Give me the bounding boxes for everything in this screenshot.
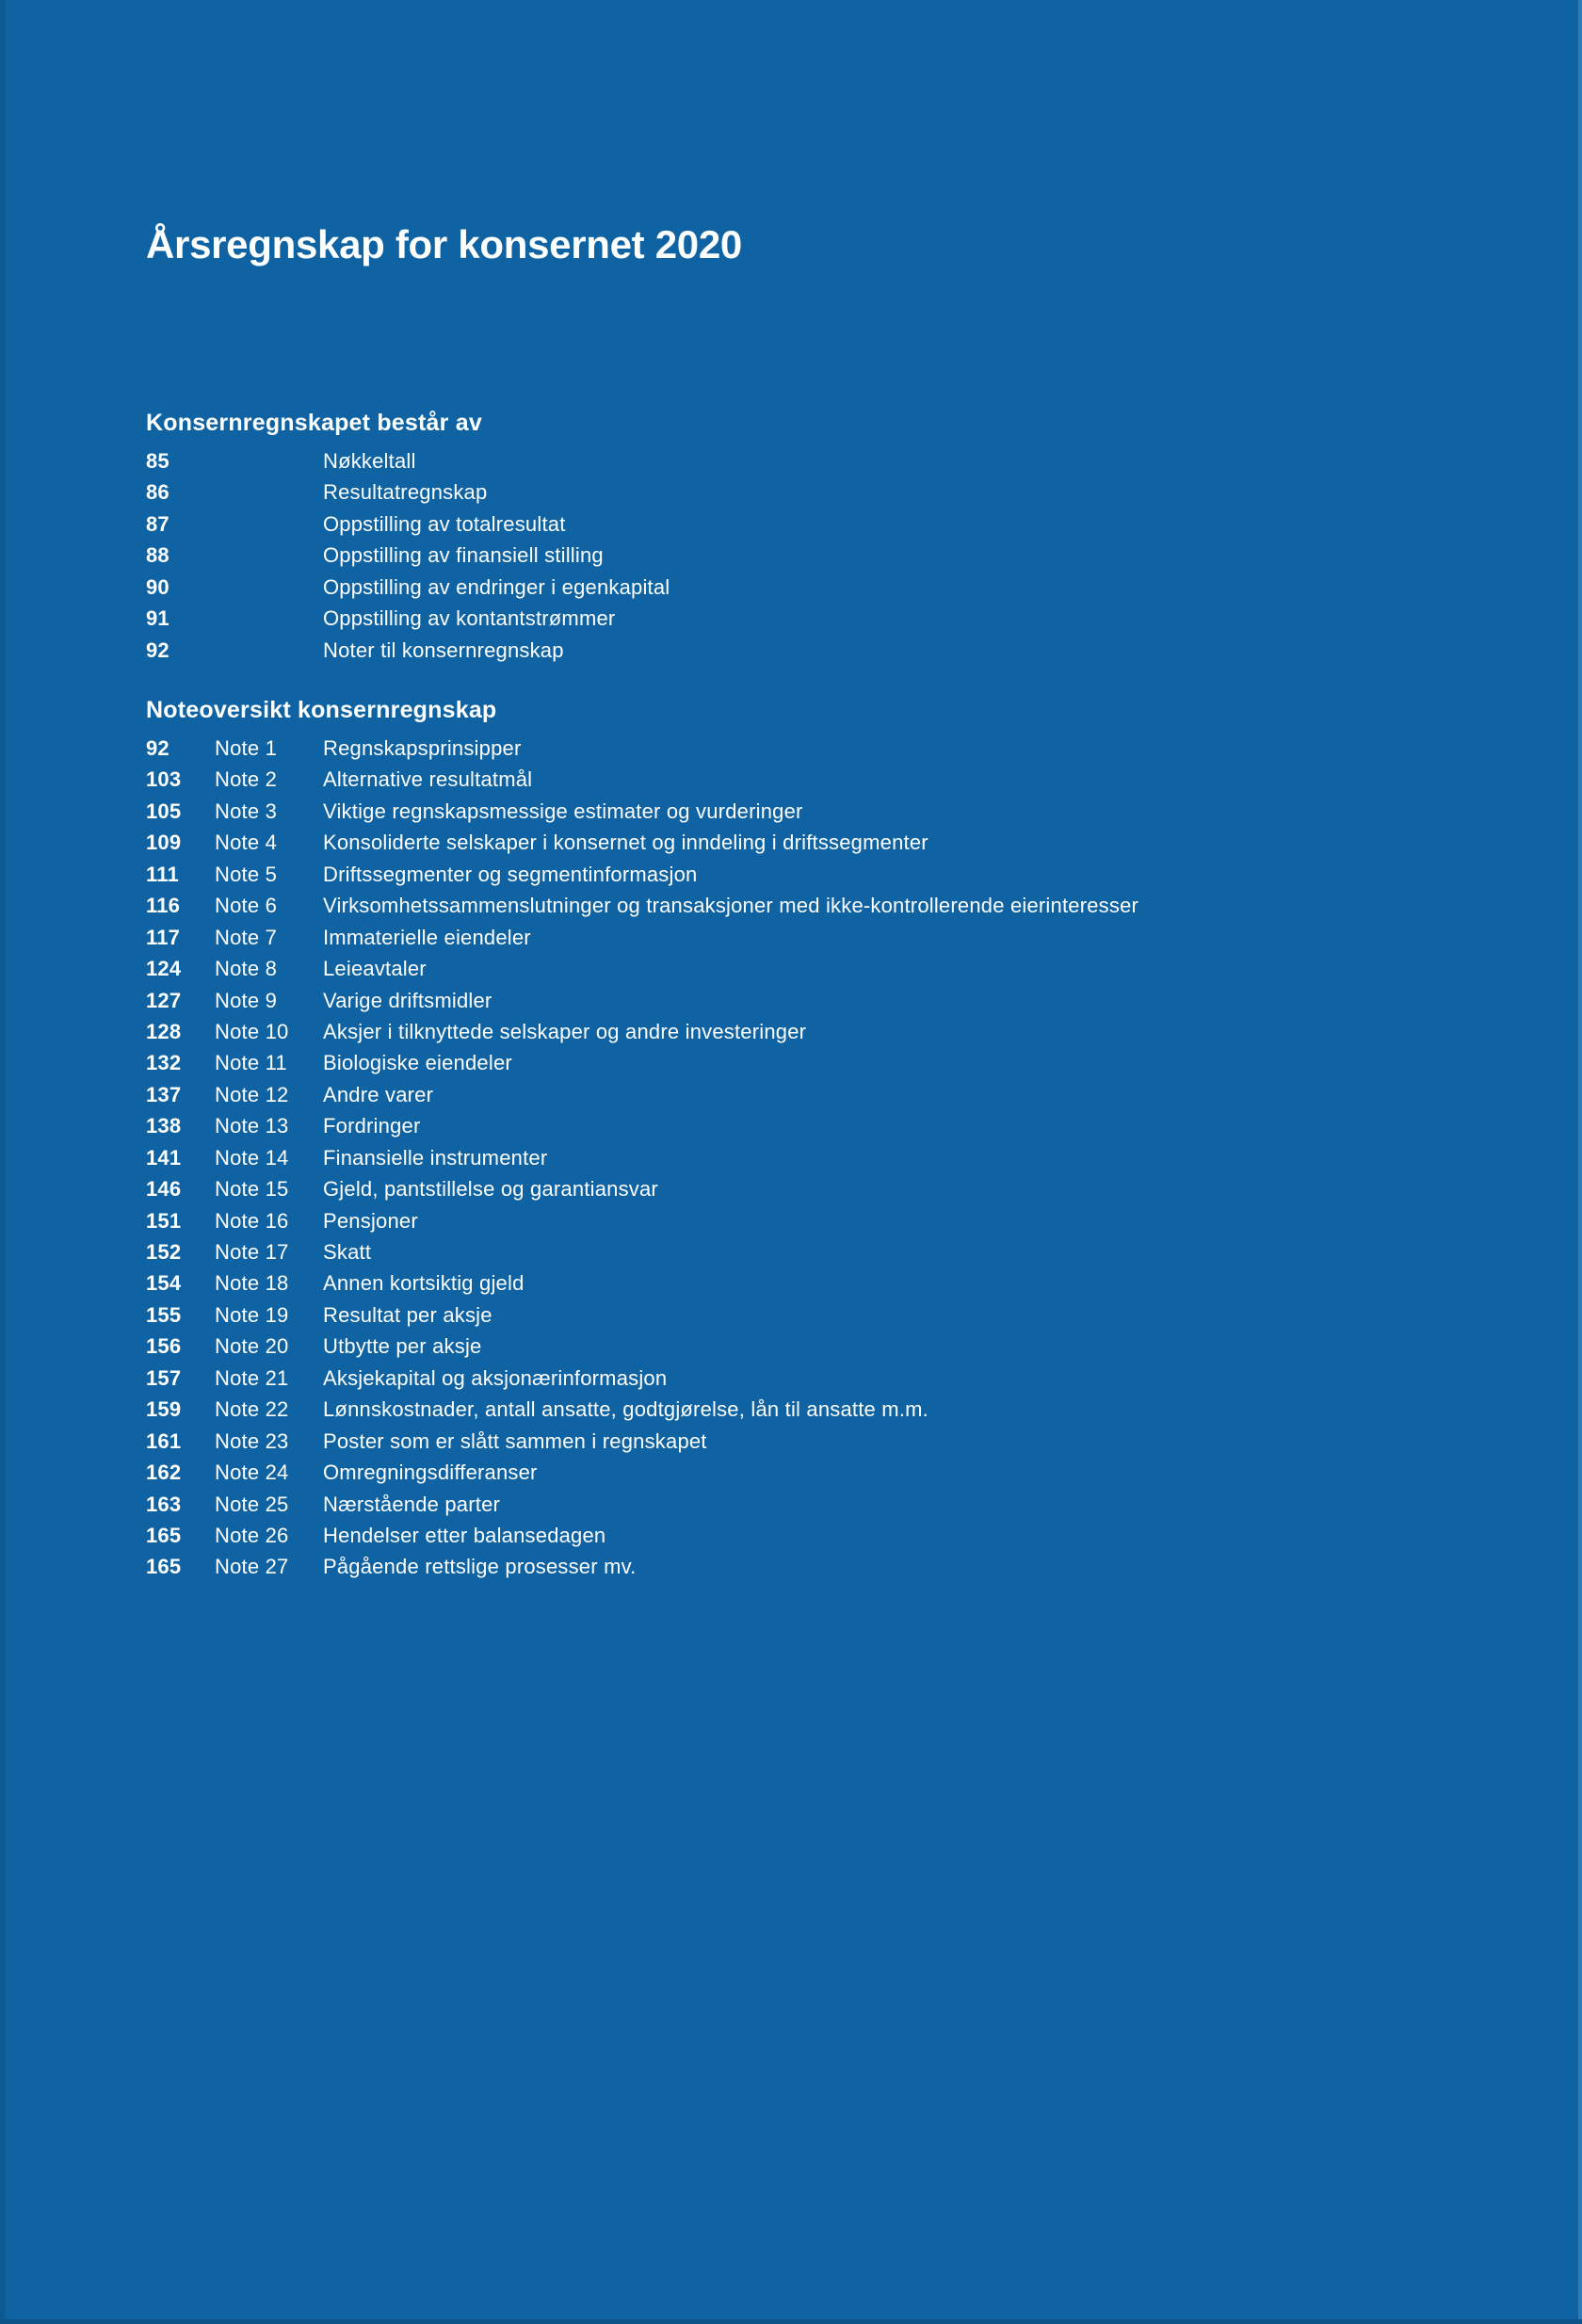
page-edge-right	[1578, 0, 1582, 2324]
note-label: Note 6	[215, 894, 278, 918]
page-number: 109	[146, 831, 182, 855]
page-number: 154	[146, 1271, 182, 1296]
toc-row	[146, 1267, 1530, 1299]
toc-row	[146, 953, 1530, 984]
page-number: 105	[146, 799, 182, 823]
page-number: 165	[146, 1523, 182, 1547]
page-number: 127	[146, 988, 182, 1012]
page-number: 163	[146, 1492, 182, 1516]
item-title: Fordringer	[323, 1114, 421, 1138]
note-label: Note 4	[215, 831, 278, 855]
note-label	[215, 603, 323, 634]
note-label: Note 27	[215, 1555, 289, 1579]
toc-row	[146, 508, 1530, 540]
item-title: Andre varer	[323, 1082, 434, 1106]
toc-row	[146, 1236, 1530, 1267]
toc-row	[146, 476, 1530, 508]
toc-row	[146, 1551, 1530, 1582]
page-number: 155	[146, 1302, 182, 1327]
note-label: Note 17	[215, 1240, 289, 1264]
toc-row	[146, 1489, 1530, 1520]
page-number: 132	[146, 1051, 182, 1075]
page-number: 103	[146, 767, 182, 792]
toc-row	[146, 922, 1530, 953]
item-title: Noter til konsernregnskap	[323, 637, 564, 662]
page-number: 87	[146, 511, 170, 536]
item-title: Virksomhetssammenslutninger og transaksjoner med ikke-kontrollerende eierinteresser	[323, 894, 1139, 918]
item-title: Nærstående parter	[323, 1492, 501, 1516]
page-number: 161	[146, 1428, 182, 1453]
toc-row	[146, 1299, 1530, 1331]
page-number: 138	[146, 1114, 182, 1138]
note-label	[215, 445, 323, 476]
note-label: Note 18	[215, 1271, 289, 1296]
note-label: Note 7	[215, 925, 278, 949]
page-number: 152	[146, 1240, 182, 1264]
note-label	[215, 508, 323, 540]
page-number: 162	[146, 1461, 182, 1485]
toc-section-konsernregnskapet	[146, 445, 1530, 666]
item-title: Leieavtaler	[323, 957, 427, 981]
item-title: Oppstilling av finansiell stilling	[323, 543, 604, 568]
note-label	[215, 572, 323, 603]
toc-row	[146, 1110, 1530, 1141]
note-label: Note 24	[215, 1461, 289, 1485]
item-title: Utbytte per aksje	[323, 1334, 482, 1359]
note-label: Note 1	[215, 736, 278, 760]
note-label: Note 16	[215, 1208, 289, 1233]
toc-row	[146, 1047, 1530, 1078]
note-label: Note 14	[215, 1145, 289, 1170]
note-label: Note 25	[215, 1492, 289, 1516]
item-title: Oppstilling av endringer i egenkapital	[323, 574, 670, 599]
item-title: Varige driftsmidler	[323, 988, 492, 1012]
toc-row	[146, 1016, 1530, 1047]
note-label	[215, 540, 323, 571]
item-title: Aksjer i tilknyttede selskaper og andre investeringer	[323, 1019, 807, 1043]
page-number: 157	[146, 1365, 182, 1390]
page-number: 128	[146, 1019, 182, 1043]
item-title: Aksjekapital og aksjonærinformasjon	[323, 1365, 668, 1390]
toc-row	[146, 733, 1530, 764]
toc-row	[146, 1331, 1530, 1362]
note-label: Note 11	[215, 1051, 287, 1075]
page-number: 116	[146, 894, 181, 918]
note-label: Note 3	[215, 799, 278, 823]
toc-row	[146, 603, 1530, 634]
item-title: Konsoliderte selskaper i konsernet og inndeling i driftssegmenter	[323, 831, 928, 855]
toc-row	[146, 445, 1530, 476]
page-number: 165	[146, 1555, 182, 1579]
page-number: 141	[146, 1145, 182, 1170]
item-title: Pågående rettslige prosesser mv.	[323, 1555, 637, 1579]
item-title: Poster som er slått sammen i regnskapet	[323, 1428, 707, 1453]
note-label: Note 15	[215, 1177, 289, 1202]
toc-row	[146, 1426, 1530, 1457]
item-title: Annen kortsiktig gjeld	[323, 1271, 525, 1296]
note-label	[215, 476, 323, 508]
note-label: Note 5	[215, 862, 278, 886]
section-heading-noteoversikt: Noteoversikt konsernregnskap	[146, 697, 497, 723]
page-number: 111	[146, 862, 179, 886]
note-label: Note 8	[215, 957, 278, 981]
page-number: 146	[146, 1177, 182, 1202]
page-number: 92	[146, 736, 170, 760]
item-title: Oppstilling av totalresultat	[323, 511, 566, 536]
note-label: Note 20	[215, 1334, 289, 1359]
page-number: 151	[146, 1208, 182, 1233]
item-title: Nøkkeltall	[323, 449, 416, 473]
toc-row	[146, 1142, 1530, 1173]
toc-row	[146, 1363, 1530, 1394]
note-label	[215, 635, 323, 666]
page-number: 91	[146, 606, 170, 631]
toc-row	[146, 1457, 1530, 1488]
item-title: Resultat per aksje	[323, 1302, 492, 1327]
item-title: Finansielle instrumenter	[323, 1145, 548, 1170]
page-number: 137	[146, 1082, 182, 1106]
page-number: 90	[146, 574, 170, 599]
page-number: 159	[146, 1397, 182, 1422]
toc-section-noteoversikt	[146, 733, 1530, 1583]
item-title: Hendelser etter balansedagen	[323, 1523, 606, 1547]
page-number: 124	[146, 957, 182, 981]
page-number: 117	[146, 925, 181, 949]
toc-row	[146, 796, 1530, 827]
note-label: Note 23	[215, 1428, 289, 1453]
note-label: Note 9	[215, 988, 278, 1012]
item-title: Oppstilling av kontantstrømmer	[323, 606, 616, 631]
toc-row	[146, 859, 1530, 890]
note-label: Note 22	[215, 1397, 289, 1422]
note-label: Note 19	[215, 1302, 289, 1327]
page-number: 92	[146, 637, 170, 662]
page-number: 86	[146, 480, 170, 505]
item-title: Viktige regnskapsmessige estimater og vurderinger	[323, 799, 803, 823]
page-edge-left	[0, 0, 5, 2324]
item-title: Immaterielle eiendeler	[323, 925, 531, 949]
toc-row	[146, 1394, 1530, 1425]
item-title: Alternative resultatmål	[323, 767, 533, 792]
toc-row	[146, 1173, 1530, 1204]
toc-row	[146, 827, 1530, 858]
toc-row	[146, 540, 1530, 571]
item-title: Gjeld, pantstillelse og garantiansvar	[323, 1177, 658, 1202]
toc-row	[146, 764, 1530, 795]
note-label: Note 2	[215, 767, 278, 792]
item-title: Lønnskostnader, antall ansatte, godtgjørelse, lån til ansatte m.m.	[323, 1397, 928, 1422]
page-title: Årsregnskap for konsernet 2020	[146, 222, 742, 266]
note-label: Note 21	[215, 1365, 289, 1390]
note-label: Note 13	[215, 1114, 289, 1138]
item-title: Pensjoner	[323, 1208, 418, 1233]
item-title: Regnskapsprinsipper	[323, 736, 522, 760]
item-title: Skatt	[323, 1240, 372, 1264]
toc-row	[146, 890, 1530, 921]
page-edge-bottom	[0, 2319, 1582, 2324]
toc-row	[146, 1205, 1530, 1236]
item-title: Omregningsdifferanser	[323, 1461, 538, 1485]
note-label: Note 26	[215, 1523, 289, 1547]
toc-row	[146, 985, 1530, 1016]
section-heading-konsernregnskapet: Konsernregnskapet består av	[146, 410, 482, 436]
toc-row	[146, 1520, 1530, 1551]
page-number: 88	[146, 543, 170, 568]
toc-row	[146, 572, 1530, 603]
item-title: Resultatregnskap	[323, 480, 488, 505]
toc-row	[146, 635, 1530, 666]
toc-row	[146, 1079, 1530, 1110]
note-label: Note 10	[215, 1019, 289, 1043]
item-title: Driftssegmenter og segmentinformasjon	[323, 862, 698, 886]
item-title: Biologiske eiendeler	[323, 1051, 512, 1075]
page-number: 156	[146, 1334, 182, 1359]
page-number: 85	[146, 449, 170, 473]
note-label: Note 12	[215, 1082, 289, 1106]
